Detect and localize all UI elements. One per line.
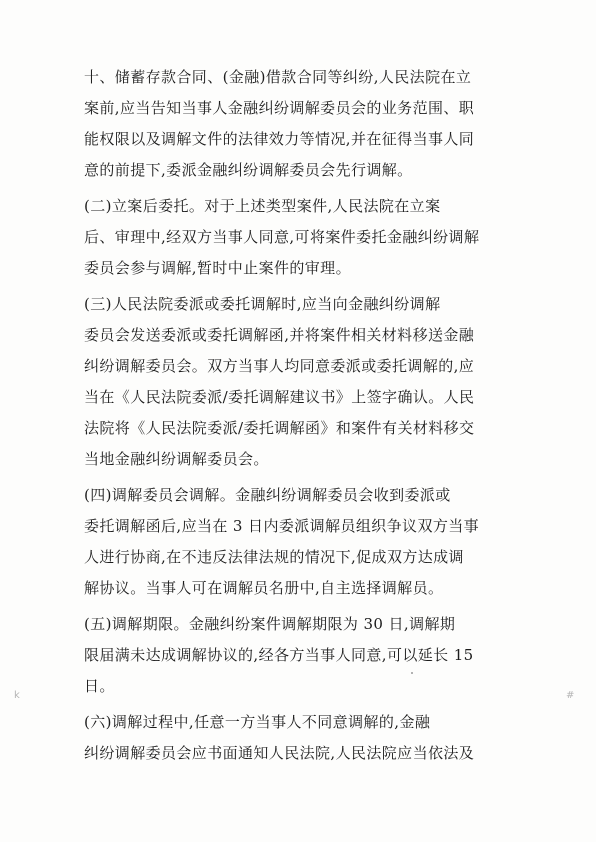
text-line: 后、审理中,经双方当事人同意,可将案件委托金融纠纷调解 bbox=[84, 228, 480, 246]
right-margin-mark: # bbox=[566, 690, 575, 701]
text-line: 意的前提下,委派金融纠纷调解委员会先行调解。 bbox=[84, 161, 413, 179]
text-line: (六)调解过程中,任意一方当事人不同意调解的,金融 bbox=[84, 713, 431, 731]
text-line: 十、储蓄存款合同、(金融)借款合同等纠纷,人民法院在立 bbox=[84, 68, 472, 86]
text-line: 纠纷调解委员会。双方当事人均同意委派或委托调解的,应 bbox=[84, 357, 475, 375]
left-margin-mark: k bbox=[14, 690, 20, 701]
text-line: 纠纷调解委员会应书面通知人民法院,人民法院应当依法及 bbox=[84, 744, 475, 762]
text-line: 当地金融纠纷调解委员会。 bbox=[84, 450, 269, 468]
text-line: 委员会发送委派或委托调解函,并将案件相关材料移送金融 bbox=[84, 326, 475, 344]
text-line: 日。 bbox=[84, 677, 115, 695]
text-line: 人进行协商,在不违反法律法规的情况下,促成双方达成调 bbox=[84, 548, 464, 566]
text-line: 案前,应当告知当事人金融纠纷调解委员会的业务范围、职 bbox=[84, 99, 475, 117]
text-line: (五)调解期限。金融纠纷案件调解期限为 30 日,调解期 bbox=[84, 615, 456, 633]
text-line: (四)调解委员会调解。金融纠纷调解委员会收到委派或 bbox=[84, 486, 451, 504]
text-line: (二)立案后委托。对于上述类型案件,人民法院在立案 bbox=[84, 197, 441, 215]
document-body bbox=[84, 62, 514, 769]
text-line: 解协议。当事人可在调解员名册中,自主选择调解员。 bbox=[84, 579, 444, 597]
text-line: 当在《人民法院委派/委托调解建议书》上签字确认。人民 bbox=[84, 388, 475, 406]
text-line: 法院将《人民法院委派/委托调解函》和案件有关材料移交 bbox=[84, 419, 475, 437]
scan-speck bbox=[411, 672, 413, 674]
text-line: 委员会参与调解,暂时中止案件的审理。 bbox=[84, 259, 351, 277]
text-line: 能权限以及调解文件的法律效力等情况,并在征得当事人同 bbox=[84, 130, 475, 148]
text-line: (三)人民法院委派或委托调解时,应当向金融纠纷调解 bbox=[84, 295, 441, 313]
text-line: 限届满未达成调解协议的,经各方当事人同意,可以延长 15 bbox=[84, 646, 474, 664]
text-line: 委托调解函后,应当在 3 日内委派调解员组织争议双方当事 bbox=[84, 517, 480, 535]
